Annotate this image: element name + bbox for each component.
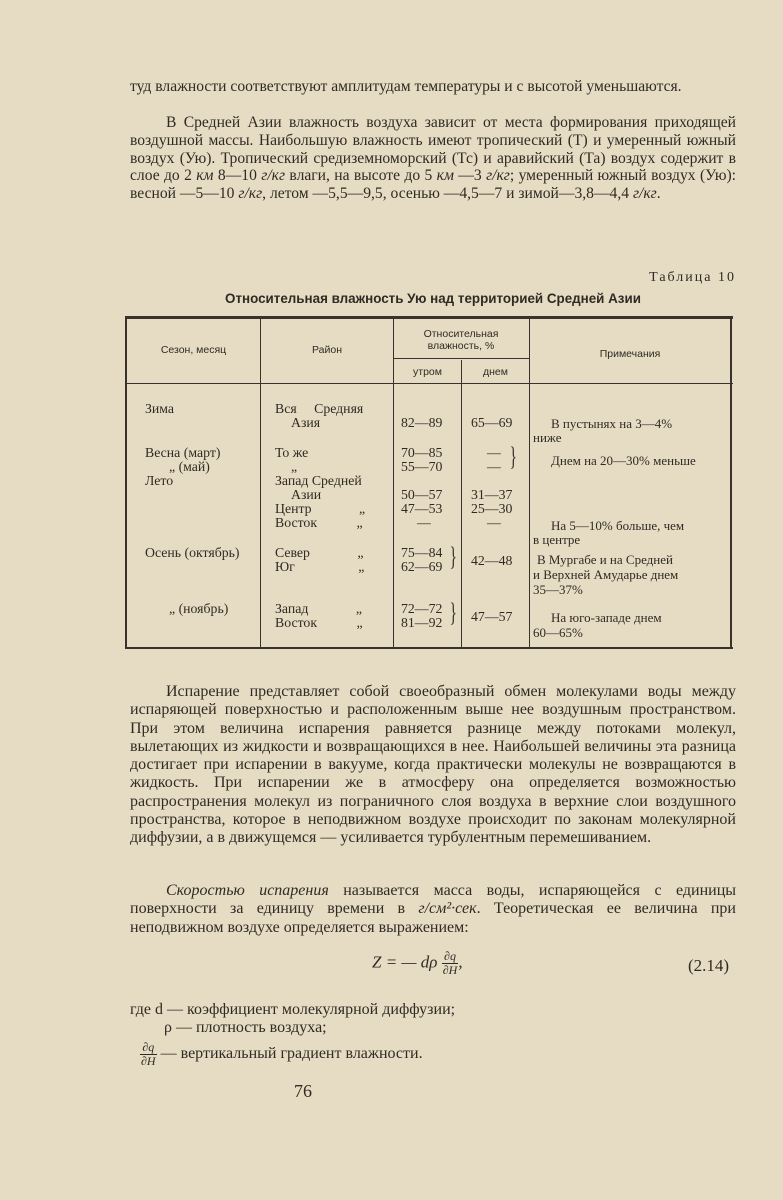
table-right-rule [730, 316, 732, 649]
note-text: На 5—10% больше, чем [551, 518, 685, 533]
day-value: 42—48 [471, 553, 513, 568]
note-text: 60—65% [533, 625, 583, 640]
region-same-ditto: „ [291, 459, 298, 474]
header-season: Сезон, месяц [160, 344, 227, 356]
morning-value: 55—70 [401, 459, 443, 474]
paragraph-continued: туд влажности соответствуют амплитудам температуры и с высотой уменьшаются. [130, 78, 682, 95]
note-text: в центре [533, 532, 581, 547]
season-spring-may: „ (май) [169, 459, 210, 474]
day-value: — [487, 459, 501, 474]
region-all-asia-2: Азия [291, 415, 321, 430]
where-line-diffusion: где d — коэффициент молекулярной диффузии; [130, 1001, 456, 1018]
day-value: 47—57 [471, 609, 513, 624]
paragraph-evaporation: Испарение представляет собой своеобразный обмен молекулами воды между испаряющей поверхностью и расположенным выше нее воздушным пространством. При этом величина испарения равняется разнице между потоками молекул, вылетающих из жидкости и возвращающихся в нее. Наибольшей величины эта разница достигает при испарении в вакууме, когда практически молекулы не возвращаются в жидкость. При испарении же в атмосферу она определяется возможностью распространения молекул из пограничного слоя воздуха в верхние слои воздушного пространства, которое в неподвижном воздухе происходит по законам молекулярной диффузии, а в движущемся — усиливается турбулентным перемешиванием. [130, 683, 736, 847]
formula-2-14: Z = — dρ $\frac{\partial q}{\partial H}$ , [372, 949, 463, 977]
region-west-nov: Запад „ [275, 601, 362, 616]
morning-value: 62—69 [401, 559, 443, 574]
region-same: То же [275, 445, 309, 460]
col-rule-4 [529, 316, 530, 649]
note-text: 35—37% [533, 582, 583, 597]
table-title: Относительная влажность Ую над территорией Средней Азии [225, 291, 641, 306]
day-brace: } [509, 442, 517, 471]
col-rule-1 [260, 316, 261, 649]
paragraph-evaporation-rate: Скоростью испарения называется масса воды, испаряющейся с единицы поверхности за единицу времени в г/см²·сек. Теоретическая ее величина при неподвижном воздухе определяется выражением: [130, 882, 737, 936]
morning-value: 81—92 [401, 615, 443, 630]
day-value: — [487, 445, 501, 460]
page-number: 76 [294, 1081, 312, 1101]
header-bottom-rule [125, 383, 733, 384]
morning-value: 82—89 [401, 415, 443, 430]
header-morning: утром [413, 366, 442, 378]
region-east: Восток „ [275, 515, 363, 530]
region-east-nov: Восток „ [275, 615, 363, 630]
morning-value: 70—85 [401, 445, 443, 460]
note-text: ниже [533, 430, 562, 445]
day-value: — [487, 515, 501, 530]
morning-value: 72—72 [401, 601, 443, 616]
equation-number: (2.14) [688, 956, 730, 975]
formula-fraction: $\frac{\partial q}{\partial H}$ [442, 949, 458, 977]
morning-value: 75—84 [401, 545, 443, 560]
table-left-rule [125, 316, 127, 649]
note-text: Днем на 20—30% меньше [551, 453, 696, 468]
header-humidity: Относительная влажность, % [423, 328, 499, 352]
region-north: Север „ [275, 545, 364, 560]
morning-value: 47—53 [401, 501, 443, 516]
humidity-table [125, 316, 733, 649]
season-summer: Лето [145, 473, 174, 488]
note-text: и Верхней Амударье днем [533, 567, 679, 582]
col-rule-3 [461, 360, 462, 649]
region-all-asia: Вся Средняя [275, 401, 364, 416]
table-top-rule-2 [125, 318, 733, 319]
region-center: Центр „ [275, 501, 366, 516]
morning-brace: } [449, 598, 457, 627]
day-value: 31—37 [471, 487, 513, 502]
region-west-asia: Запад Средней [275, 473, 362, 488]
day-value: 25—30 [471, 501, 513, 516]
where-line-gradient: $\frac{\partial q}{\partial H}$ — вертикальный градиент влажности. [141, 1040, 423, 1068]
header-notes: Примечания [599, 348, 661, 360]
where-line-density: ρ — плотность воздуха; [164, 1019, 327, 1036]
note-text: На юго-западе днем [551, 610, 662, 625]
day-value: 65—69 [471, 415, 513, 430]
season-autumn-november: „ (ноябрь) [169, 601, 229, 616]
header-sub-rule [393, 358, 529, 359]
morning-value: — [417, 515, 431, 530]
season-autumn-october: Осень (октябрь) [145, 545, 240, 560]
paragraph-humidity-asia: В Средней Азии влажность воздуха зависит от места формирования приходящей воздушной массы. Наибольшую влажность имеют тропический (Т) и умеренный южный воздух (Ую). Тропический средиземноморский (Тс) и аравийский (Та) воздух содержит в слое до 2 км 8—10 г/кг влаги, на высоте до 5 км —3 г/кг; умеренный южный воздух (Ую): весной —5—10 г/кг, летом —5,5—9,5, осенью —4,5—7 и зимой—3,8—4,4 г/кг. [130, 114, 736, 203]
region-south: Юг „ [275, 559, 365, 574]
note-text: В пустынях на 3—4% [551, 416, 673, 431]
region-west-asia-2: Азии [291, 487, 322, 502]
note-text: В Мургабе и на Средней [537, 552, 673, 567]
header-region: Район [312, 344, 342, 356]
table-bottom-rule [125, 647, 733, 649]
season-spring-march: Весна (март) [145, 445, 221, 460]
season-winter: Зима [145, 401, 175, 416]
morning-brace: } [449, 542, 457, 571]
table-number: Таблица 10 [649, 270, 736, 285]
morning-value: 50—57 [401, 487, 443, 502]
header-day: днем [483, 366, 508, 378]
